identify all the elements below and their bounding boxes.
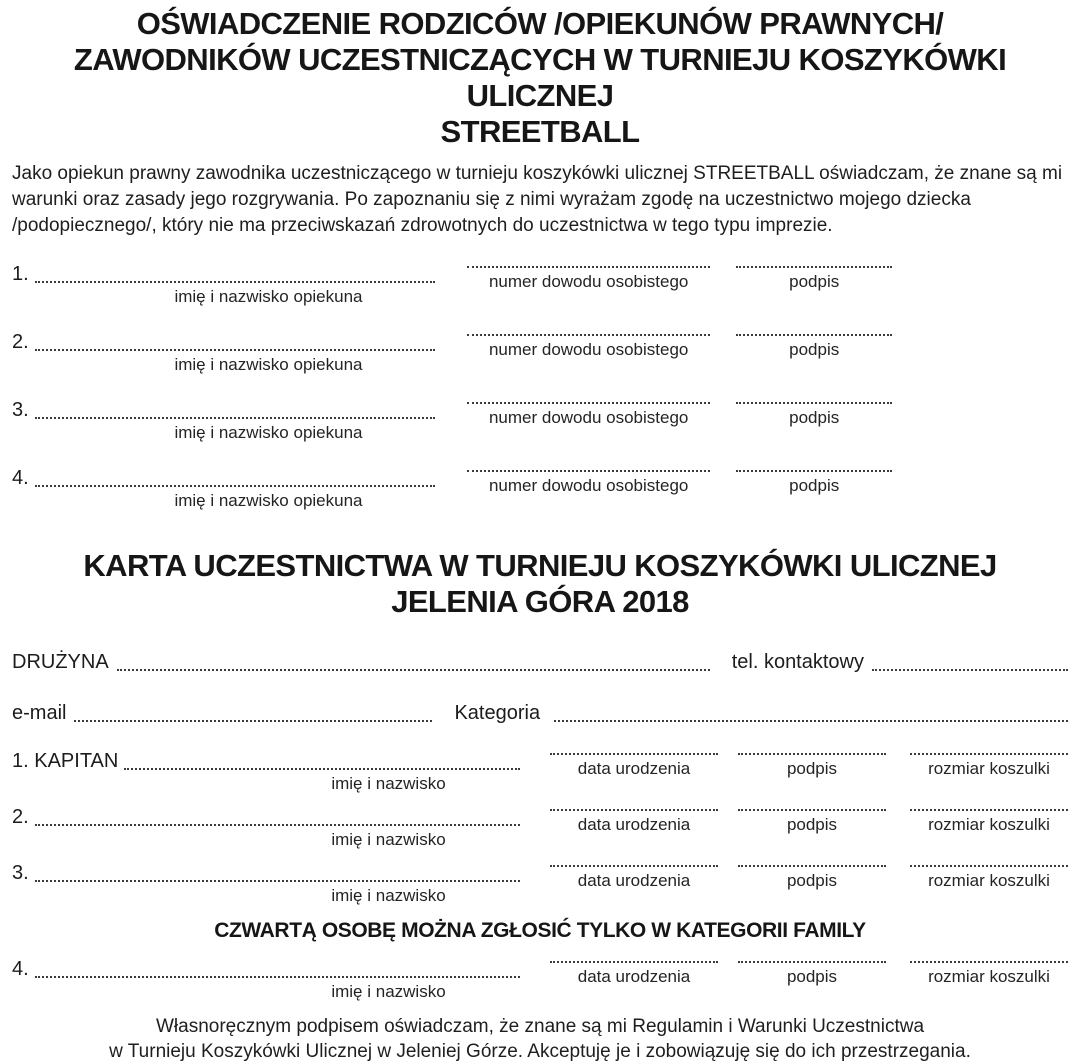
- captain-row: [12, 750, 1068, 794]
- guardian-signature-label: podpis: [789, 476, 840, 495]
- player-birthdate-field: [550, 806, 718, 850]
- player-signature-label: podpis: [786, 967, 838, 986]
- guardian-signature-field: [736, 263, 892, 307]
- player-birthdate-line: [550, 862, 718, 867]
- guardian-name-line: [35, 482, 435, 487]
- guardian-signature-line: [736, 331, 892, 336]
- player-shirt-size-field: [910, 806, 1068, 850]
- guardian-id-label: numer dowodu osobistego: [488, 408, 689, 427]
- player-shirt-size-label: rozmiar koszulki: [928, 967, 1050, 986]
- acceptance-statement-line-1: Własnoręcznym podpisem oświadczam, że znane są mi Regulamin i Warunki Uczestnictwa: [155, 1016, 925, 1037]
- guardian-name-line: [35, 346, 435, 351]
- team-label: DRUŻYNA: [12, 651, 109, 673]
- player-row-4: [12, 958, 1068, 1002]
- player-shirt-size-field: [910, 862, 1068, 906]
- player-name-label: imię i nazwisko: [331, 982, 446, 1001]
- guardian-name-line: [35, 414, 435, 419]
- guardian-row-2: [12, 331, 892, 375]
- guardian-id-field: [467, 467, 710, 511]
- guardian-signature-field: [736, 467, 892, 511]
- player-birthdate-field: [550, 862, 718, 906]
- declaration-title: [12, 6, 1068, 150]
- guardian-name-field: [12, 331, 435, 375]
- guardian-row-3: [12, 399, 892, 443]
- player-signature-field: [738, 958, 886, 1002]
- player-row-2: [12, 806, 1068, 850]
- player-name-label: imię i nazwisko: [331, 886, 446, 905]
- player-birthdate-label: data urodzenia: [577, 815, 691, 834]
- player-shirt-size-field: [910, 750, 1068, 794]
- player-birthdate-label: data urodzenia: [577, 871, 691, 890]
- player-birthdate-field: [550, 958, 718, 1002]
- guardian-id-label: numer dowodu osobistego: [488, 476, 689, 495]
- guardian-id-line: [467, 467, 710, 472]
- player-name-field: [12, 750, 520, 794]
- contact-phone-line: [872, 666, 1068, 671]
- player-signature-line: [738, 806, 886, 811]
- guardian-signature-line: [736, 467, 892, 472]
- declaration-title-line-1: OŚWIADCZENIE RODZICÓW /OPIEKUNÓW PRAWNYCH/: [136, 6, 944, 41]
- player-name-field: [12, 862, 520, 906]
- player-shirt-size-line: [910, 750, 1068, 755]
- player-birthdate-label: data urodzenia: [577, 967, 691, 986]
- player-shirt-size-line: [910, 958, 1068, 963]
- player-signature-line: [738, 862, 886, 867]
- player-birthdate-label: data urodzenia: [577, 759, 691, 778]
- acceptance-statement: [12, 1014, 1068, 1064]
- guardian-id-field: [467, 263, 710, 307]
- category-line: [554, 717, 1068, 722]
- guardian-signature-label: podpis: [789, 340, 840, 359]
- player-name-line: [35, 877, 520, 882]
- guardian-signature-field: [736, 399, 892, 443]
- guardian-id-label: numer dowodu osobistego: [488, 340, 689, 359]
- guardian-signature-label: podpis: [789, 408, 840, 427]
- player-name-line: [35, 821, 520, 826]
- player-shirt-size-line: [910, 862, 1068, 867]
- player-shirt-size-label: rozmiar koszulki: [928, 815, 1050, 834]
- player-birthdate-line: [550, 750, 718, 755]
- player-shirt-size-label: rozmiar koszulki: [928, 759, 1050, 778]
- row-number: 2.: [12, 806, 29, 828]
- guardian-signature-field: [736, 331, 892, 375]
- declaration-title-line-2: ZAWODNIKÓW UCZESTNICZĄCYCH W TURNIEJU KOSZYKÓWKI ULICZNEJ: [73, 42, 1007, 113]
- player-birthdate-line: [550, 806, 718, 811]
- player-name-line: [124, 765, 520, 770]
- player-signature-field: [738, 862, 886, 906]
- row-number: 3.: [12, 399, 29, 421]
- row-number: 1.: [12, 263, 29, 285]
- guardian-id-label: numer dowodu osobistego: [488, 272, 689, 291]
- player-birthdate-line: [550, 958, 718, 963]
- email-category-row: [12, 701, 1068, 725]
- guardian-name-label: imię i nazwisko opiekuna: [174, 423, 363, 442]
- player-row-3: [12, 862, 1068, 906]
- acceptance-statement-line-2: w Turnieju Koszykówki Ulicznej w Jeleniej Górze. Akceptuję je i zobowiązuję się do ich przestrzegania.: [109, 1041, 971, 1062]
- guardian-name-label: imię i nazwisko opiekuna: [174, 491, 363, 510]
- player-signature-label: podpis: [786, 759, 838, 778]
- player-signature-line: [738, 750, 886, 755]
- guardian-signature-label: podpis: [789, 272, 840, 291]
- email-label: e-mail: [12, 702, 67, 724]
- guardian-id-line: [467, 263, 710, 268]
- email-line: [74, 717, 432, 722]
- row-number: 4.: [12, 467, 29, 489]
- guardian-row-4: [12, 467, 892, 511]
- player-name-line: [35, 973, 520, 978]
- category-label: Kategoria: [454, 702, 541, 724]
- player-signature-label: podpis: [786, 871, 838, 890]
- guardian-id-field: [467, 331, 710, 375]
- guardian-name-label: imię i nazwisko opiekuna: [174, 355, 363, 374]
- contact-phone-label: tel. kontaktowy: [731, 651, 864, 673]
- guardian-signature-line: [736, 399, 892, 404]
- declaration-title-line-3: STREETBALL: [440, 114, 640, 149]
- guardian-name-label: imię i nazwisko opiekuna: [174, 287, 363, 306]
- guardian-row-1: [12, 263, 892, 307]
- player-signature-field: [738, 750, 886, 794]
- player-name-field: [12, 806, 520, 850]
- player-name-label: imię i nazwisko: [331, 774, 446, 793]
- guardian-name-line: [35, 278, 435, 283]
- family-category-note: CZWARTĄ OSOBĘ MOŻNA ZGŁOSIĆ TYLKO W KATEGORII FAMILY: [214, 919, 866, 942]
- row-number: 2.: [12, 331, 29, 353]
- participation-card-title: [12, 548, 1068, 620]
- guardian-signature-line: [736, 263, 892, 268]
- row-number: 1. KAPITAN: [12, 750, 119, 772]
- guardian-id-line: [467, 399, 710, 404]
- guardian-declaration-section: [12, 263, 1068, 511]
- row-number: 4.: [12, 958, 29, 980]
- card-title-line-2: JELENIA GÓRA 2018: [391, 584, 689, 619]
- team-row: [12, 650, 1068, 674]
- player-signature-line: [738, 958, 886, 963]
- player-signature-field: [738, 806, 886, 850]
- guardian-id-line: [467, 331, 710, 336]
- player-birthdate-field: [550, 750, 718, 794]
- player-signature-label: podpis: [786, 815, 838, 834]
- team-name-line: [117, 666, 710, 671]
- player-name-label: imię i nazwisko: [331, 830, 446, 849]
- guardian-id-field: [467, 399, 710, 443]
- declaration-intro-paragraph: Jako opiekun prawny zawodnika uczestniczącego w turnieju koszykówki ulicznej STREETBALL oświadczam, że znane są mi warunki oraz zasady jego rozgrywania. Po zapoznaniu się z nimi wyrażam zgodę na uczestnictwo mojego dziecka /podopiecznego/, który nie ma przeciwskazań zdrowotnych do uczestnictwa w tego typu imprezie.: [12, 163, 1063, 236]
- player-name-field: [12, 958, 520, 1002]
- row-number: 3.: [12, 862, 29, 884]
- guardian-name-field: [12, 467, 435, 511]
- players-section: [12, 750, 1068, 1002]
- guardian-name-field: [12, 263, 435, 307]
- player-shirt-size-line: [910, 806, 1068, 811]
- player-shirt-size-label: rozmiar koszulki: [928, 871, 1050, 890]
- card-title-line-1: KARTA UCZESTNICTWA W TURNIEJU KOSZYKÓWKI ULICZNEJ: [83, 548, 997, 583]
- guardian-name-field: [12, 399, 435, 443]
- player-shirt-size-field: [910, 958, 1068, 1002]
